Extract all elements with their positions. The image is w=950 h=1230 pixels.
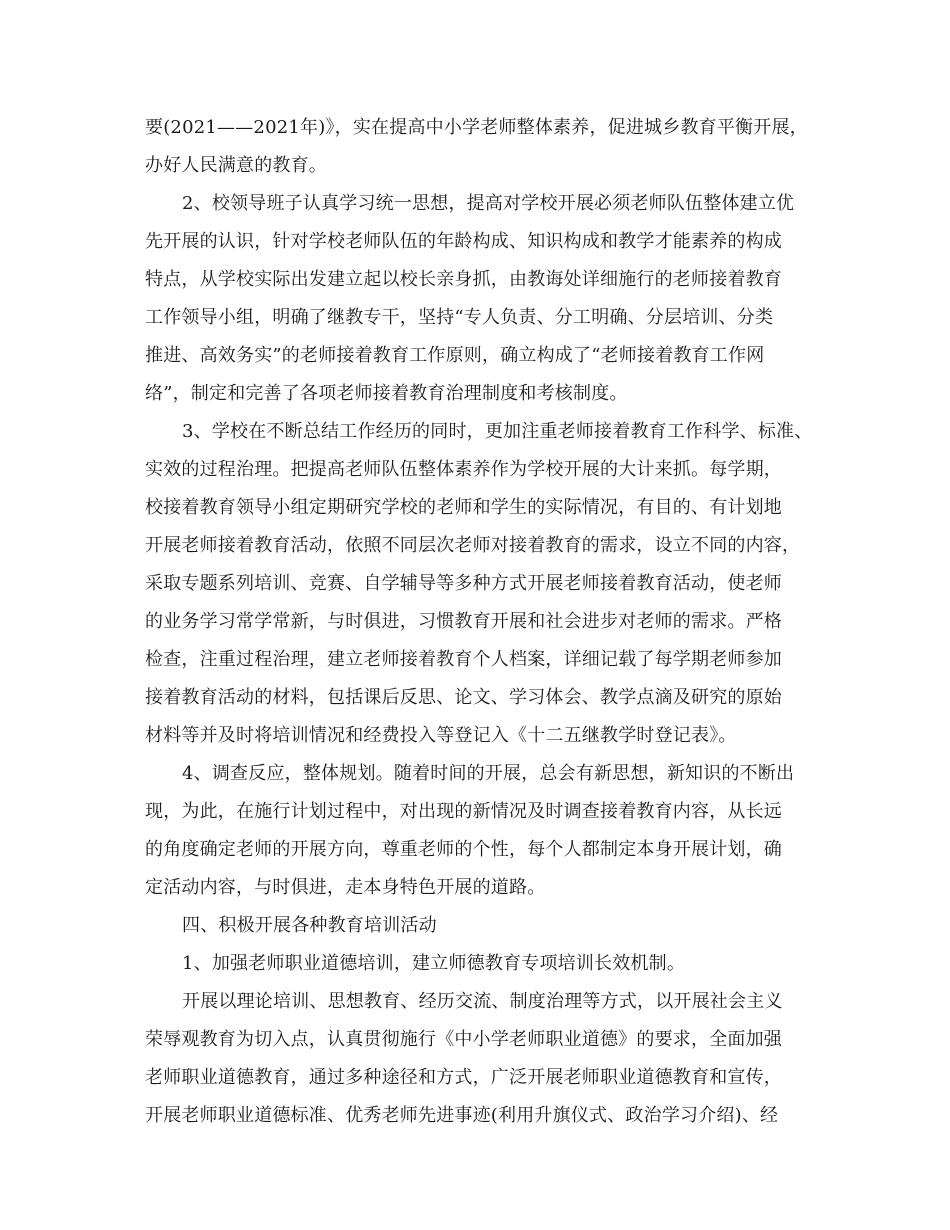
paragraph-start-line: 2、校领导班子认真学习统一思想，提高对学校开展必须老师队伍整体建立优 — [182, 193, 795, 214]
text-line: 开展老师接着教育活动，依照不同层次老师对接着教育的需求，设立不同的内容， — [145, 535, 801, 556]
text-line: 的角度确定老师的开展方向，尊重老师的个性，每个人都制定本身开展计划，确 — [145, 839, 782, 860]
text-line: 接着教育活动的材料，包括课后反思、论文、学习体会、教学点滴及研究的原始 — [145, 687, 782, 708]
text-line: 校接着教育领导小组定期研究学校的老师和学生的实际情况，有目的、有计划地 — [145, 497, 782, 518]
text-line: 开展老师职业道德标准、优秀老师先进事迹(利用升旗仪式、政治学习介绍)、经 — [145, 1105, 779, 1126]
section-heading: 四、积极开展各种教育培训活动 — [182, 915, 437, 936]
text-line: 定活动内容，与时俱进，走本身特色开展的道路。 — [145, 877, 546, 898]
subsection-heading: 1、加强老师职业道德培训，建立师德教育专项培训长效机制。 — [182, 953, 686, 974]
text-line: 要(2021——2021年)》，实在提高中小学老师整体素养，促进城乡教育平衡开展， — [145, 117, 808, 138]
paragraph-start-line: 3、学校在不断总结工作经历的同时，更加注重老师接着教育工作科学、标准、 — [182, 421, 813, 442]
text-line: 办好人民满意的教育。 — [145, 155, 327, 176]
text-line: 老师职业道德教育，通过多种途径和方式，广泛开展老师职业道德教育和宣传， — [145, 1067, 782, 1088]
paragraph-start-line: 4、调查反应，整体规划。随着时间的开展，总会有新思想，新知识的不断出 — [182, 763, 795, 784]
text-line: 现，为此，在施行计划过程中，对出现的新情况及时调查接着教育内容，从长远 — [145, 801, 782, 822]
text-line: 实效的过程治理。把提高老师队伍整体素养作为学校开展的大计来抓。每学期， — [145, 459, 782, 480]
text-line: 特点，从学校实际出发建立起以校长亲身抓，由教诲处详细施行的老师接着教育 — [145, 269, 782, 290]
text-line: 工作领导小组，明确了继教专干，坚持“专人负责、分工明确、分层培训、分类 — [145, 307, 774, 328]
paragraph-start-line: 开展以理论培训、思想教育、经历交流、制度治理等方式，以开展社会主义 — [182, 991, 783, 1012]
text-line: 络”，制定和完善了各项老师接着教育治理制度和考核制度。 — [145, 383, 628, 404]
text-line: 推进、高效务实”的老师接着教育工作原则，确立构成了“老师接着教育工作网 — [145, 345, 765, 366]
text-line: 材料等并及时将培训情况和经费投入等登记入《十二五继教学时登记表》。 — [145, 725, 737, 746]
text-line: 荣辱观教育为切入点，认真贯彻施行《中小学老师职业道德》的要求，全面加强 — [145, 1029, 782, 1050]
text-line: 先开展的认识，针对学校老师队伍的年龄构成、知识构成和教学才能素养的构成 — [145, 231, 782, 252]
text-line: 采取专题系列培训、竞赛、自学辅导等多种方式开展老师接着教育活动，使老师 — [145, 573, 782, 594]
text-line: 检查，注重过程治理，建立老师接着教育个人档案，详细记载了每学期老师参加 — [145, 649, 782, 670]
text-line: 的业务学习常学常新，与时俱进，习惯教育开展和社会进步对老师的需求。严格 — [145, 611, 782, 632]
